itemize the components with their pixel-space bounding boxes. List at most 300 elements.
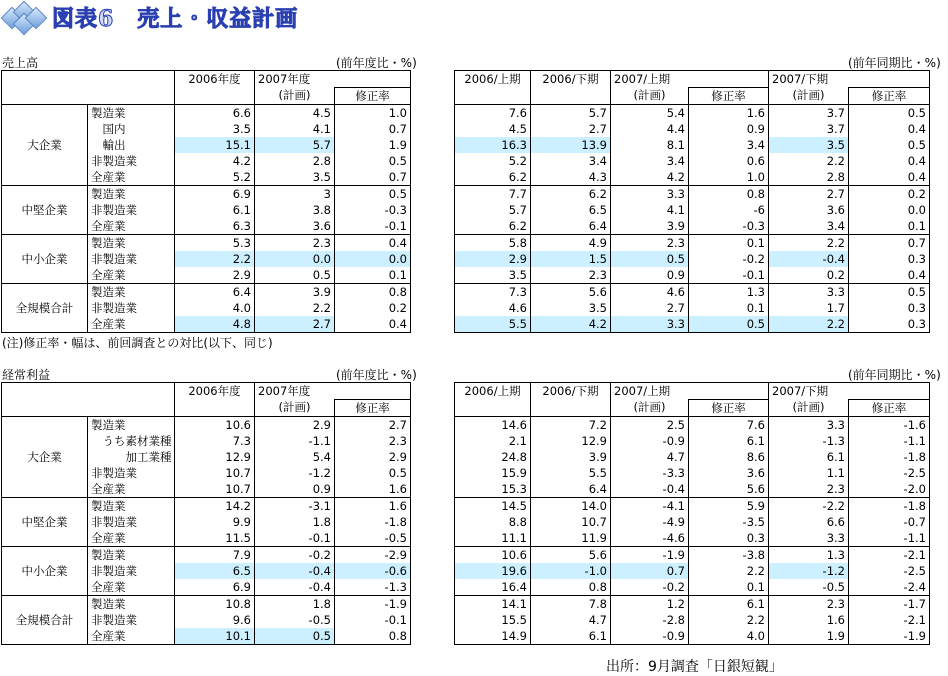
value-cell: 0.8: [335, 628, 411, 645]
value-cell: 2.7: [531, 121, 611, 137]
value-cell: -2.5: [849, 465, 930, 481]
table-row: [455, 251, 930, 267]
col-header-h2-2006: 2006/下期: [531, 383, 611, 400]
value-cell: 7.6: [689, 417, 769, 434]
header-blank: [175, 400, 255, 417]
title-area: [2, 2, 298, 32]
value-cell: 5.5: [531, 465, 611, 481]
value-cell: 1.0: [689, 169, 769, 186]
value-cell: 0.5: [335, 186, 411, 203]
value-cell: -0.1: [255, 530, 335, 547]
profit-left-unit: (前年度比・%): [336, 368, 417, 382]
value-cell: 3.6: [255, 218, 335, 235]
industry-label: 製造業: [88, 284, 175, 301]
value-cell: 4.8: [175, 316, 255, 333]
value-cell: -1.9: [611, 547, 689, 564]
col-header-plan: (計画): [611, 88, 689, 105]
value-cell: -3.3: [611, 465, 689, 481]
value-cell: 10.6: [175, 417, 255, 434]
value-cell: 3: [255, 186, 335, 203]
industry-label: 製造業: [88, 547, 175, 564]
value-cell: -1.3: [335, 579, 411, 596]
header-blank: [531, 400, 611, 417]
value-cell: 1.3: [689, 284, 769, 301]
value-cell: 3.4: [531, 153, 611, 169]
value-cell: 3.3: [769, 284, 849, 301]
value-cell: 3.5: [175, 121, 255, 137]
value-cell: 5.6: [531, 284, 611, 301]
table-row: [455, 481, 930, 498]
header-blank: [455, 88, 531, 105]
value-cell: 0.6: [689, 153, 769, 169]
value-cell: 2.5: [611, 417, 689, 434]
value-cell: 1.8: [255, 596, 335, 613]
sales-right-table: [454, 70, 930, 333]
value-cell: 8.8: [455, 514, 531, 530]
value-cell: 4.2: [175, 153, 255, 169]
table-row: [455, 417, 930, 434]
col-header-h1-2006: 2006/上期: [455, 71, 531, 88]
value-cell: -1.1: [849, 530, 930, 547]
value-cell: 3.4: [689, 137, 769, 153]
industry-label: 非製造業: [88, 465, 175, 481]
industry-label: 非製造業: [88, 202, 175, 218]
col-header-h2-2007: 2007/下期: [769, 71, 930, 88]
header-blank: [2, 400, 175, 417]
table-row: [455, 284, 930, 301]
industry-label: 全産業: [88, 169, 175, 186]
value-cell: 4.1: [255, 121, 335, 137]
value-cell: 2.2: [689, 612, 769, 628]
value-cell: 7.9: [175, 547, 255, 564]
value-cell: -1.8: [335, 514, 411, 530]
value-cell: 15.9: [455, 465, 531, 481]
value-cell: -2.0: [849, 481, 930, 498]
value-cell: -0.1: [335, 218, 411, 235]
value-cell: 10.1: [175, 628, 255, 645]
value-cell: 12.9: [175, 449, 255, 465]
value-cell: 1.9: [769, 628, 849, 645]
header-blank: [175, 88, 255, 105]
value-cell: 4.7: [611, 449, 689, 465]
value-cell: 2.7: [255, 316, 335, 333]
col-header-plan: (計画): [255, 400, 335, 417]
table-row: [2, 284, 411, 301]
value-cell: 6.1: [531, 628, 611, 645]
value-cell: 0.5: [849, 284, 930, 301]
value-cell: 5.2: [455, 153, 531, 169]
sales-left-table: [1, 70, 411, 333]
col-header-revision: 修正率: [335, 88, 411, 105]
header-row: [2, 383, 411, 400]
value-cell: 1.2: [611, 596, 689, 613]
value-cell: 3.5: [769, 137, 849, 153]
value-cell: 24.8: [455, 449, 531, 465]
value-cell: 0.4: [849, 169, 930, 186]
col-header-fy2007: 2007年度: [255, 383, 411, 400]
page-title: 図表6 売上・収益計画: [52, 5, 299, 32]
value-cell: -1.7: [849, 596, 930, 613]
header-row: [2, 400, 411, 417]
value-cell: 6.1: [689, 596, 769, 613]
col-header-plan: (計画): [769, 88, 849, 105]
header-blank: [2, 383, 175, 400]
value-cell: -0.5: [335, 530, 411, 547]
table-row: [2, 547, 411, 564]
value-cell: 0.0: [335, 251, 411, 267]
industry-label: 全産業: [88, 267, 175, 284]
col-header-plan: (計画): [255, 88, 335, 105]
value-cell: 0.1: [689, 235, 769, 252]
value-cell: 0.1: [849, 218, 930, 235]
value-cell: 3.3: [611, 316, 689, 333]
table-row: [455, 579, 930, 596]
value-cell: -1.9: [849, 628, 930, 645]
value-cell: 3.9: [255, 284, 335, 301]
value-cell: -4.9: [611, 514, 689, 530]
value-cell: 4.9: [531, 235, 611, 252]
group-label: 全規模合計: [2, 596, 88, 645]
header-row: [2, 88, 411, 105]
industry-label: 製造業: [88, 498, 175, 515]
value-cell: 3.8: [255, 202, 335, 218]
header-blank: [2, 88, 175, 105]
value-cell: 5.3: [175, 235, 255, 252]
value-cell: 6.9: [175, 579, 255, 596]
table-row: [455, 105, 930, 122]
value-cell: 6.2: [455, 218, 531, 235]
value-cell: 15.1: [175, 137, 255, 153]
industry-label: うち素材業種: [88, 433, 175, 449]
col-header-plan: (計画): [769, 400, 849, 417]
value-cell: 2.2: [689, 563, 769, 579]
group-label: 全規模合計: [2, 284, 88, 333]
value-cell: 2.3: [531, 267, 611, 284]
header-row: [455, 88, 930, 105]
value-cell: 2.2: [769, 235, 849, 252]
table-row: [455, 498, 930, 515]
value-cell: 0.8: [531, 579, 611, 596]
value-cell: 3.7: [769, 105, 849, 122]
value-cell: 11.1: [455, 530, 531, 547]
col-header-fy2007: 2007年度: [255, 71, 411, 88]
industry-label: 全産業: [88, 530, 175, 547]
value-cell: 4.2: [531, 316, 611, 333]
header-row: [455, 400, 930, 417]
col-header-revision: 修正率: [689, 88, 769, 105]
value-cell: 9.9: [175, 514, 255, 530]
value-cell: 9.6: [175, 612, 255, 628]
value-cell: -0.2: [689, 251, 769, 267]
table-row: [455, 316, 930, 333]
profit-left-table: [1, 382, 411, 645]
value-cell: 15.5: [455, 612, 531, 628]
col-header-fy2006: 2006年度: [175, 71, 255, 88]
value-cell: -0.9: [611, 433, 689, 449]
industry-label: 製造業: [88, 596, 175, 613]
value-cell: 10.6: [455, 547, 531, 564]
header-row: [2, 71, 411, 88]
value-cell: -1.1: [255, 433, 335, 449]
industry-label: 非製造業: [88, 251, 175, 267]
group-label: 中小企業: [2, 235, 88, 284]
table-row: [455, 628, 930, 645]
table-row: [455, 449, 930, 465]
value-cell: 5.7: [531, 105, 611, 122]
value-cell: 4.2: [611, 169, 689, 186]
value-cell: -2.5: [849, 563, 930, 579]
value-cell: 7.6: [455, 105, 531, 122]
table-row: [2, 235, 411, 252]
value-cell: 0.8: [689, 186, 769, 203]
value-cell: 2.2: [255, 300, 335, 316]
value-cell: -0.9: [611, 628, 689, 645]
industry-label: 製造業: [88, 417, 175, 434]
value-cell: 6.1: [175, 202, 255, 218]
value-cell: 15.3: [455, 481, 531, 498]
table-row: [455, 563, 930, 579]
value-cell: 0.5: [689, 316, 769, 333]
industry-label: 製造業: [88, 186, 175, 203]
value-cell: 5.5: [455, 316, 531, 333]
value-cell: -2.1: [849, 547, 930, 564]
value-cell: 6.2: [455, 169, 531, 186]
table-row: [455, 300, 930, 316]
value-cell: 0.9: [689, 121, 769, 137]
value-cell: 6.4: [531, 218, 611, 235]
value-cell: 2.7: [611, 300, 689, 316]
value-cell: 11.5: [175, 530, 255, 547]
value-cell: 4.6: [455, 300, 531, 316]
industry-label: 非製造業: [88, 153, 175, 169]
value-cell: 0.7: [849, 235, 930, 252]
value-cell: -0.4: [769, 251, 849, 267]
table-row: [455, 612, 930, 628]
industry-label: 非製造業: [88, 563, 175, 579]
col-header-plan: (計画): [611, 400, 689, 417]
value-cell: 1.8: [255, 514, 335, 530]
value-cell: 19.6: [455, 563, 531, 579]
value-cell: 3.4: [769, 218, 849, 235]
value-cell: 0.5: [611, 251, 689, 267]
value-cell: 6.6: [175, 105, 255, 122]
value-cell: 14.2: [175, 498, 255, 515]
value-cell: -2.9: [335, 547, 411, 564]
industry-label: 全産業: [88, 628, 175, 645]
value-cell: 0.3: [849, 300, 930, 316]
value-cell: 6.5: [531, 202, 611, 218]
value-cell: 0.1: [689, 579, 769, 596]
value-cell: -3.5: [689, 514, 769, 530]
value-cell: 0.4: [849, 267, 930, 284]
profit-right-table: [454, 382, 930, 645]
value-cell: 7.8: [531, 596, 611, 613]
value-cell: -0.7: [849, 514, 930, 530]
header-row: [455, 71, 930, 88]
value-cell: 0.3: [689, 530, 769, 547]
value-cell: -1.2: [769, 563, 849, 579]
value-cell: 14.6: [455, 417, 531, 434]
table-row: [2, 186, 411, 203]
value-cell: 12.9: [531, 433, 611, 449]
header-blank: [531, 88, 611, 105]
value-cell: 2.1: [455, 433, 531, 449]
value-cell: 4.1: [611, 202, 689, 218]
header-blank: [2, 71, 175, 88]
value-cell: -2.1: [849, 612, 930, 628]
value-cell: -2.8: [611, 612, 689, 628]
group-label: 大企業: [2, 417, 88, 498]
value-cell: -1.8: [849, 498, 930, 515]
value-cell: 4.5: [255, 105, 335, 122]
value-cell: -1.1: [849, 433, 930, 449]
value-cell: 0.1: [335, 267, 411, 284]
value-cell: 2.3: [611, 235, 689, 252]
value-cell: -0.1: [335, 612, 411, 628]
value-cell: 0.0: [255, 251, 335, 267]
sales-right-unit: (前年同期比・%): [848, 56, 941, 70]
value-cell: -2.4: [849, 579, 930, 596]
industry-label: 輸出: [88, 137, 175, 153]
value-cell: 2.9: [335, 449, 411, 465]
col-header-h2-2007: 2007/下期: [769, 383, 930, 400]
value-cell: -6: [689, 202, 769, 218]
value-cell: 0.9: [611, 267, 689, 284]
value-cell: 0.7: [335, 169, 411, 186]
source-text: 出所：9月調査「日銀短観」: [606, 659, 783, 675]
value-cell: 0.2: [335, 300, 411, 316]
value-cell: -0.1: [689, 267, 769, 284]
value-cell: 14.5: [455, 498, 531, 515]
table-row: [455, 137, 930, 153]
value-cell: -1.8: [849, 449, 930, 465]
value-cell: 0.5: [849, 137, 930, 153]
value-cell: 6.5: [175, 563, 255, 579]
value-cell: 1.9: [335, 137, 411, 153]
value-cell: 0.4: [335, 316, 411, 333]
value-cell: 0.5: [849, 105, 930, 122]
value-cell: 3.3: [611, 186, 689, 203]
value-cell: 1.1: [769, 465, 849, 481]
value-cell: 3.6: [769, 202, 849, 218]
value-cell: -4.6: [611, 530, 689, 547]
value-cell: -0.5: [769, 579, 849, 596]
value-cell: -0.5: [255, 612, 335, 628]
value-cell: 5.7: [255, 137, 335, 153]
table-row: [455, 218, 930, 235]
value-cell: 6.4: [175, 284, 255, 301]
note-text: (注)修正率・幅は、前回調査との対比(以下、同じ): [2, 336, 273, 350]
value-cell: 4.7: [531, 612, 611, 628]
value-cell: -0.4: [255, 579, 335, 596]
col-header-h2-2006: 2006/下期: [531, 71, 611, 88]
table-row: [455, 121, 930, 137]
value-cell: 1.6: [335, 498, 411, 515]
value-cell: 3.3: [769, 417, 849, 434]
value-cell: 1.7: [769, 300, 849, 316]
value-cell: 2.3: [255, 235, 335, 252]
value-cell: 16.4: [455, 579, 531, 596]
industry-label: 非製造業: [88, 300, 175, 316]
value-cell: 2.8: [255, 153, 335, 169]
col-header-h1-2007: 2007/上期: [611, 383, 769, 400]
value-cell: 11.9: [531, 530, 611, 547]
sales-label: 売上高: [2, 56, 39, 70]
value-cell: 5.4: [611, 105, 689, 122]
value-cell: -1.0: [531, 563, 611, 579]
value-cell: 4.4: [611, 121, 689, 137]
value-cell: 1.0: [335, 105, 411, 122]
value-cell: 0.9: [255, 481, 335, 498]
value-cell: 2.3: [769, 481, 849, 498]
value-cell: 2.9: [255, 417, 335, 434]
value-cell: 0.2: [769, 267, 849, 284]
value-cell: 10.8: [175, 596, 255, 613]
value-cell: 1.6: [335, 481, 411, 498]
value-cell: 3.5: [455, 267, 531, 284]
industry-label: 製造業: [88, 235, 175, 252]
value-cell: -3.8: [689, 547, 769, 564]
col-header-fy2006: 2006年度: [175, 383, 255, 400]
value-cell: 0.5: [335, 153, 411, 169]
value-cell: 2.3: [335, 433, 411, 449]
table-row: [2, 498, 411, 515]
value-cell: 2.7: [335, 417, 411, 434]
table-row: [455, 596, 930, 613]
group-label: 中小企業: [2, 547, 88, 596]
value-cell: 3.5: [531, 300, 611, 316]
value-cell: 14.0: [531, 498, 611, 515]
col-header-revision: 修正率: [849, 400, 930, 417]
header-row: [455, 383, 930, 400]
value-cell: 2.2: [175, 251, 255, 267]
value-cell: 3.4: [611, 153, 689, 169]
value-cell: 1.6: [769, 612, 849, 628]
value-cell: 7.2: [531, 417, 611, 434]
industry-label: 全産業: [88, 316, 175, 333]
value-cell: 0.5: [255, 267, 335, 284]
value-cell: 10.7: [531, 514, 611, 530]
value-cell: -0.3: [689, 218, 769, 235]
value-cell: 4.0: [689, 628, 769, 645]
value-cell: 2.9: [175, 267, 255, 284]
value-cell: -0.2: [611, 579, 689, 596]
value-cell: 1.5: [531, 251, 611, 267]
value-cell: 6.9: [175, 186, 255, 203]
profit-label: 経常利益: [2, 368, 51, 382]
col-header-h1-2006: 2006/上期: [455, 383, 531, 400]
value-cell: 0.5: [335, 465, 411, 481]
value-cell: 2.2: [769, 316, 849, 333]
value-cell: 5.2: [175, 169, 255, 186]
value-cell: -1.9: [335, 596, 411, 613]
value-cell: 0.4: [335, 235, 411, 252]
table-row: [455, 169, 930, 186]
value-cell: 0.3: [849, 251, 930, 267]
value-cell: -3.1: [255, 498, 335, 515]
value-cell: -0.3: [335, 202, 411, 218]
table-row: [2, 105, 411, 122]
value-cell: 0.4: [849, 153, 930, 169]
value-cell: 6.1: [689, 433, 769, 449]
value-cell: 0.2: [849, 186, 930, 203]
value-cell: 2.3: [769, 596, 849, 613]
value-cell: 8.6: [689, 449, 769, 465]
value-cell: -2.2: [769, 498, 849, 515]
industry-label: 加工業種: [88, 449, 175, 465]
value-cell: 10.7: [175, 481, 255, 498]
group-label: 中堅企業: [2, 498, 88, 547]
